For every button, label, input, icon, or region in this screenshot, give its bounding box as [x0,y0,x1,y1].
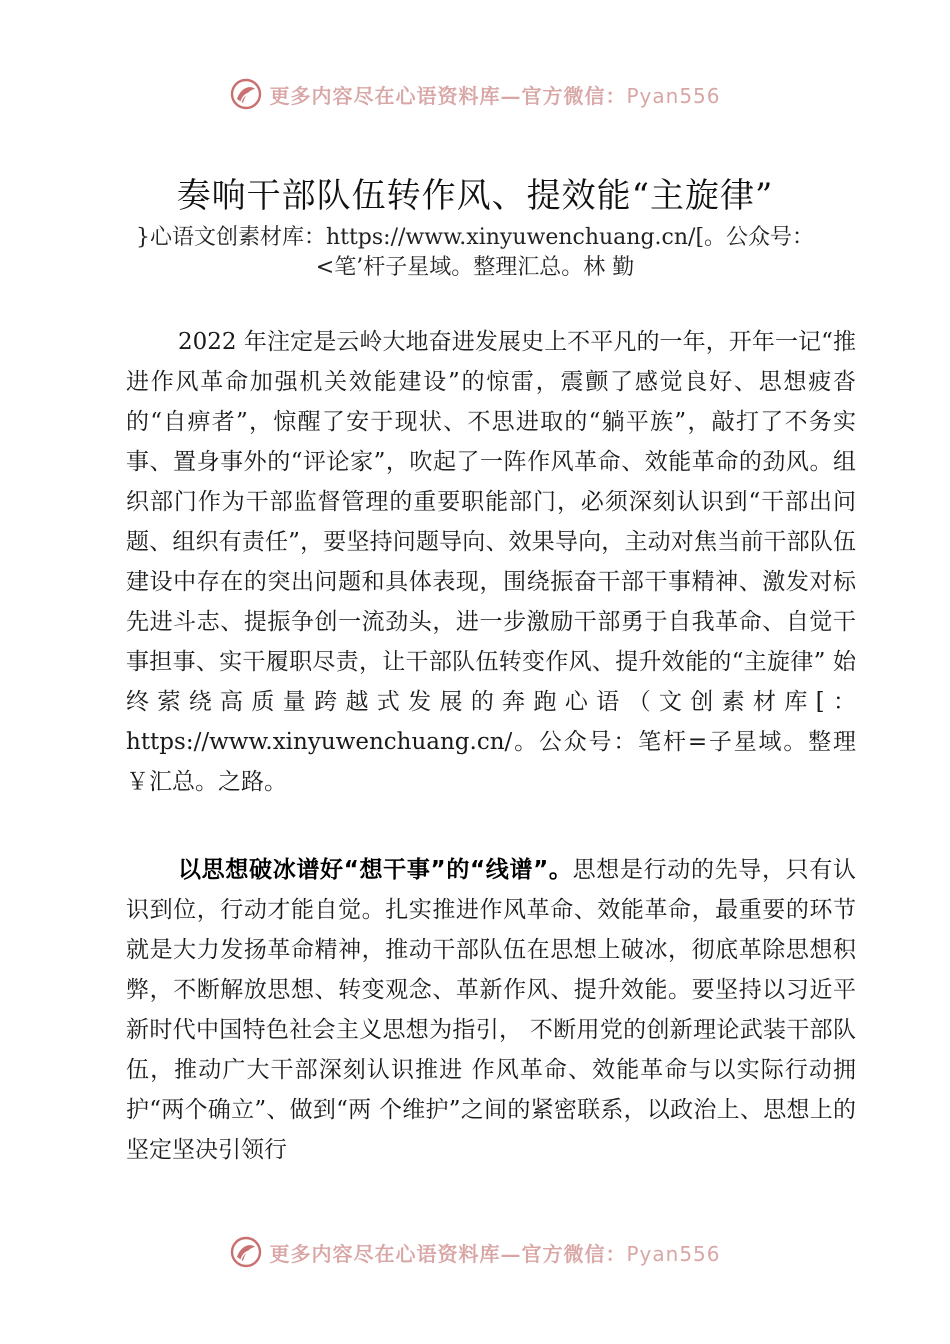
lotus-logo-icon [229,77,263,111]
paragraph-1: 2022 年注定是云岭大地奋进发展史上不平凡的一年，开年一记“推进作风革命加强机关效能建设”的惊雷，震颤了感觉良好、思想疲沓的“自痹者”，惊醒了安于现状、不思进取的“躺平族”，敲打了不务实事、置身事外的“评论家”，吹起了一阵作风革命、效能革命的劲风。组织部门作为干部监督管理的重要职能部门，必须深刻认识到“干部出问题、组织有责任”，要坚持问题导向、效果导向，主动对焦当前干部队伍建设中存在的突出问题和具体表现，围绕振奋干部干事精神、激发对标先进斗志、提振争创一流劲头，进一步激励干部勇于自我革命、自觉干事担事、实干履职尽责，让干部队伍转变作风、提升效能的“主旋律” 始终萦绕高质量跨越式发展的奔跑心语（文创素材库[：https://www.xinyuwenchuang.cn/。公众号：笔杆=子星域。整理￥汇总。之路。 [126,329,856,795]
paragraph-2-lead: 以思想破冰谱好“想干事”的“线谱”。 [178,857,573,883]
banner-text [269,1238,720,1267]
footer-banner [0,1230,950,1274]
document-subtitle-line2: <笔’杆子星域。整理汇总。林 勤 [315,255,635,280]
lotus-logo-icon [229,1235,263,1269]
banner-text [269,80,720,109]
header-banner [0,72,950,116]
banner-wechat-id: Pyan556 [626,83,721,108]
paragraph-2 [126,850,856,1170]
banner-text-main: 更多内容尽在心语资料库—官方微信： [269,83,627,108]
paragraph-2-body: 思想是行动的先导，只有认识到位，行动才能自觉。扎实推进作风革命、效能革命，最重要的环节就是大力发扬革命精神，推动干部队伍在思想上破冰，彻底革除思想积弊，不断解放思想、转变观念、革新作风、提升效能。要坚持以习近平新时代中国特色社会主义思想为指引， 不断用党的创新理论武装干部队伍，推动广大干部深刻认识推进 作风革命、效能革命与以实际行动拥护“两个确立”、做到“两 个维护”之间的紧密联系，以政治上、思想上的坚定坚决引领行 [126,857,857,1163]
banner-text-main: 更多内容尽在心语资料库—官方微信： [269,1241,627,1266]
document-subtitle-line1: }心语文创素材库：https://www.xinyuwenchuang.cn/[。公众号： [135,225,815,250]
banner-wechat-id: Pyan556 [626,1241,721,1266]
document-title: 奏响干部队伍转作风、提效能“主旋律” [176,176,774,216]
